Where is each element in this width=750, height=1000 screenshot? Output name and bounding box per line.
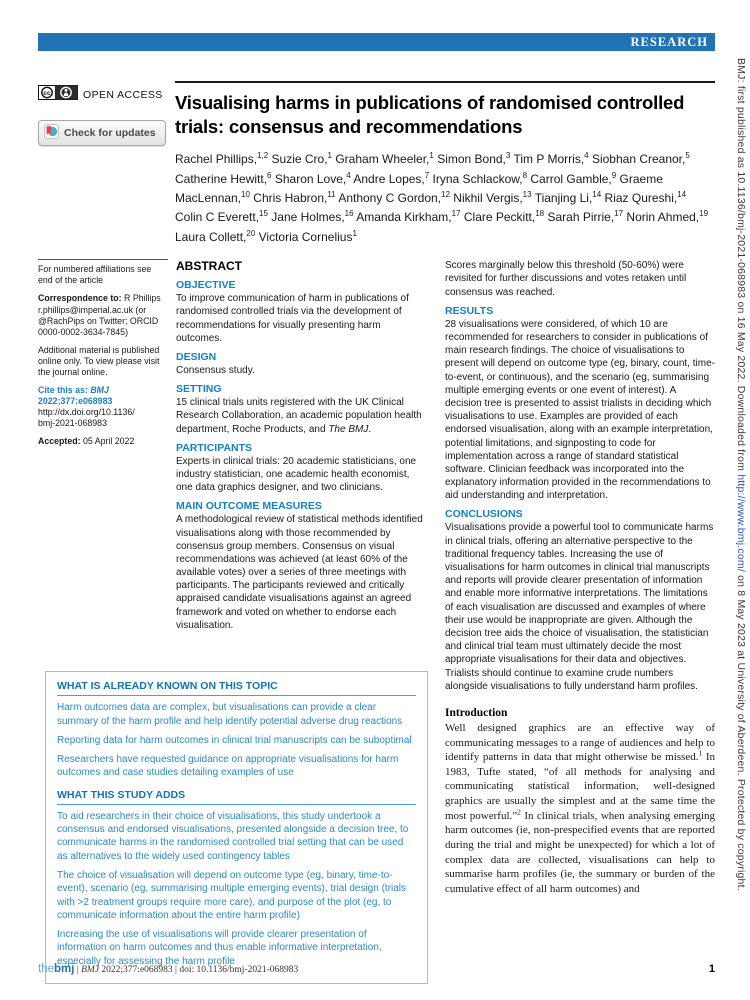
abstract-column-1 bbox=[168, 259, 428, 655]
study-adds-heading: WHAT THIS STUDY ADDS bbox=[57, 789, 416, 805]
article-page bbox=[38, 0, 715, 1000]
abstract-section-label: DESIGN bbox=[176, 351, 217, 364]
correspondence-note bbox=[38, 293, 168, 337]
key-messages-box bbox=[45, 671, 428, 984]
author: Amanda Kirkham,$^{17}$ bbox=[356, 209, 461, 225]
title-block bbox=[175, 81, 715, 247]
abstract-sections-col2 bbox=[445, 259, 715, 693]
abstract-section-text: Visualisations provide a powerful tool to communicate harms in clinical trials, offering an alternative perspective to the traditional frequency tables. Increasing the use of visualisations for harm outcomes in clinical trial manuscripts and reports will provide clearer presentation of information and enable more informative interpretations. The limitations of each visualisation are discussed and examples of where their use would be inappropriate are given. Although the decision tree aids the choice of visualisation, the statistician and clinical trial team must ultimately decide the most appropriate visualisations for their data and objectives. Trialists should continue to examine crude numbers alongside visualisations to fully understand harm profiles. bbox=[445, 522, 714, 692]
crossmark-icon bbox=[44, 124, 59, 142]
page-footer bbox=[38, 963, 715, 975]
copyright-text-1: BMJ: first published as 10.1136/bmj-2021-068983 on 16 May 2022. Downloaded from bbox=[735, 58, 747, 475]
author: Graham Wheeler,$^1$ bbox=[335, 151, 434, 167]
cite-ref: 2022;377:e068983 bbox=[38, 396, 113, 407]
abstract-section-label: PARTICIPANTS bbox=[176, 441, 253, 454]
abstract-section-text: Scores marginally below this threshold (50-60%) were revisited for further discussions and votes retaken until consensus was reached. bbox=[445, 260, 687, 298]
accepted-label: Accepted: bbox=[38, 436, 83, 447]
introduction-section bbox=[445, 707, 715, 897]
author: Sharon Love,$^4$ bbox=[274, 170, 351, 186]
author: Anthony C Gordon,$^{12}$ bbox=[338, 189, 450, 205]
open-access-row bbox=[38, 85, 175, 105]
abstract-section-label: CONCLUSIONS bbox=[445, 508, 523, 521]
content bbox=[38, 259, 715, 984]
abstract-section-text: To improve communication of harm in publications of randomised controlled trials via the development of recommendations for visually presenting harm outcomes. bbox=[176, 293, 409, 344]
author: Norin Ahmed,$^{19}$ bbox=[626, 209, 709, 225]
check-updates-label: Check for updates bbox=[64, 127, 156, 139]
abstract-section-label: SETTING bbox=[176, 383, 222, 396]
cite-label: Cite this as: bbox=[38, 384, 91, 395]
accepted-date: 05 April 2022 bbox=[82, 436, 135, 447]
author: Laura Collett,$^{20}$ bbox=[175, 228, 256, 244]
study-adds-items bbox=[57, 810, 416, 968]
key-point: Increasing the use of visualisations will provide clearer presentation of information on harm outcomes and thus enable informative interpretation, especially for assessing the harm profile bbox=[57, 929, 382, 967]
accepted-note bbox=[38, 436, 168, 447]
footer-cite-text: 2022;377:e068983 | doi: 10.1136/bmj-2021-068983 bbox=[99, 965, 299, 975]
author: Nikhil Vergis,$^{13}$ bbox=[453, 189, 532, 205]
key-point: The choice of visualisation will depend on outcome type (eg, binary, time-to-event), scenario (eg, summarising multiple emerging events), trial design (trials with >2 treatment groups require more care), and purpose of the plot (eg, to communicate information about the entire harm profile) bbox=[57, 869, 407, 921]
author: Siobhan Creanor,$^5$ bbox=[591, 151, 690, 167]
author: Jane Holmes,$^{16}$ bbox=[271, 209, 354, 225]
footer-journal: BMJ bbox=[81, 965, 100, 975]
abstract-section-text: Experts in clinical trials: 20 academic statisticians, one industry statistician, one academic health economist, one data graphics designer, and two clinicians. bbox=[176, 455, 417, 494]
correspondence-label: Correspondence to: bbox=[38, 293, 125, 304]
cite-journal: BMJ bbox=[90, 384, 109, 395]
copyright-text-2: on 8 May 2023 at University of Aberdeen. Protected by copyright. bbox=[735, 571, 747, 891]
key-point: Harm outcomes data are complex, but visualisations can provide a clear summary of the harm profile and help identify potential adverse drug reactions bbox=[57, 702, 403, 727]
author: Andre Lopes,$^7$ bbox=[353, 170, 430, 186]
intro-paragraph: Well designed graphics are an effective way of communicating messages to a range of audiences and help to identify patterns in data that might otherwise be missed.$^1$ In 1983, Tufte stated, “of all methods for analysing and communicating statistical information, well-designed graphics are usually the simplest and at the same time the most powerful.”$^2$ In clinical trials, when analysing emerging harm outcomes (ie, non-prespecified events that are reported during the trial and might be unexpected) for which a lot of complex data are collected, visualisations can help to summarise harm profiles (ie, the summary or burden of the cumulative effect of all harm outcomes) and bbox=[445, 721, 716, 895]
author: Victoria Cornelius$^1$ bbox=[258, 228, 357, 244]
author: Chris Habron,$^{11}$ bbox=[253, 189, 336, 205]
author: Catherine Hewitt,$^6$ bbox=[175, 170, 272, 186]
author-list bbox=[175, 150, 715, 247]
copyright-sidebar bbox=[735, 58, 747, 993]
abstract-section-label: MAIN OUTCOME MEASURES bbox=[176, 500, 322, 513]
cite-as-note bbox=[38, 385, 168, 429]
right-column bbox=[445, 259, 715, 984]
known-topic-heading: WHAT IS ALREADY KNOWN ON THIS TOPIC bbox=[57, 680, 416, 696]
correspondence-text: R Phillips r.phillips@imperial.ac.uk (or @RachPips on Twitter; ORCID 0000-0002-3634-7845) bbox=[38, 293, 161, 337]
additional-material-note: Additional material is published online only. To view please visit the journal online. bbox=[38, 344, 160, 377]
author: Colin C Everett,$^{15}$ bbox=[175, 209, 268, 225]
author: Tim P Morris,$^4$ bbox=[513, 151, 589, 167]
footer-citation: thebmj | BMJ 2022;377:e068983 | doi: 10.1136/bmj-2021-068983 bbox=[38, 963, 299, 975]
key-point: Reporting data for harm outcomes in clinical trial manuscripts can be suboptimal bbox=[57, 734, 412, 746]
svg-text:cc: cc bbox=[43, 90, 51, 97]
author: Iryna Schlackow,$^8$ bbox=[432, 170, 528, 186]
introduction-heading: Introduction bbox=[445, 706, 508, 719]
header bbox=[38, 81, 715, 247]
key-point: To aid researchers in their choice of visualisations, this study undertook a consensus and endorsed visualisations, presented alongside a decision tree, to communicate harms in the randomised controlled trial setting that can be used as alternatives to the widely used contingency tables bbox=[57, 810, 409, 862]
author: Sarah Pirrie,$^{17}$ bbox=[547, 209, 624, 225]
author: Carrol Gamble,$^9$ bbox=[530, 170, 617, 186]
affiliations-note: For numbered affiliations see end of the article bbox=[38, 264, 152, 286]
reference-superscript: 2 bbox=[517, 807, 521, 816]
page-number: 1 bbox=[708, 963, 715, 975]
bmj-site-link[interactable]: http://www.bmj.com/ bbox=[735, 474, 747, 572]
abstract-section-text: Consensus study. bbox=[176, 365, 255, 377]
banner-label: RESEARCH bbox=[630, 34, 708, 49]
author: Riaz Qureshi,$^{14}$ bbox=[604, 189, 687, 205]
check-for-updates-button[interactable] bbox=[38, 120, 166, 146]
abstract-heading: ABSTRACT bbox=[176, 259, 242, 274]
abstract-sections-col1 bbox=[176, 279, 428, 632]
author: Graeme MacLennan,$^{10}$ bbox=[175, 171, 663, 205]
abstract-section-label: OBJECTIVE bbox=[176, 279, 236, 292]
abstract-section-text: A methodological review of statistical methods identified visualisations along with those recommended by consensus group members. Consensus on visual recommendations was achieved (at least 60% of the available votes) over a series of three meetings with participants. The participants reviewed and critically appraised candidate visualisations against an agreed framework and voted on whether to endorse each visualisation. bbox=[176, 514, 423, 631]
research-banner bbox=[38, 33, 715, 51]
abstract-section-text: 15 clinical trials units registered with the UK Clinical Research Collaboration, an academic population health department, Roche Products, and The BMJ. bbox=[176, 397, 422, 435]
article-title: Visualising harms in publications of randomised controlled trials: consensus and recommendations bbox=[175, 92, 685, 138]
open-access-label: OPEN ACCESS bbox=[83, 89, 163, 101]
reference-superscript: 1 bbox=[698, 748, 703, 758]
author: Rachel Phillips,$^{1,2}$ bbox=[175, 151, 269, 167]
abstract-section-label: RESULTS bbox=[445, 304, 494, 317]
author: Suzie Cro,$^1$ bbox=[271, 151, 332, 167]
cc-by-license-icon[interactable] bbox=[38, 85, 78, 105]
abstract-section-text: 28 visualisations were considered, of which 10 are recommended for researchers to consider in publications of main research findings. The choice of visualisations to present will depend on outcome type (eg, binary, count, time-to-event, or continuous), and the scenario (eg, summarising multiple emerging events or one event of interest). A decision tree is presented to assist trialists in deciding which visualisations to use. Examples are provided of each endorsed visualisation, along with an example interpretation, potential limitations, and signposting to code for implementation across a range of standard statistical software. Clinician feedback was incorporated into the explanatory information provided in the recommendations to aid understanding and interpretation. bbox=[445, 318, 715, 502]
article-info-sidebar bbox=[38, 259, 168, 655]
author: Simon Bond,$^3$ bbox=[437, 151, 511, 167]
key-point: Researchers have requested guidance on appropriate visualisations for harm outcomes and case studies detailing examples of use bbox=[57, 754, 399, 779]
left-region bbox=[38, 259, 428, 984]
cite-doi-url[interactable]: http://dx.doi.org/10.1136/ bmj-2021-068983 bbox=[38, 407, 135, 429]
header-badges bbox=[38, 81, 175, 247]
author: Tianjing Li,$^{14}$ bbox=[534, 189, 602, 205]
thebmj-logo: thebmj bbox=[38, 963, 75, 975]
known-topic-items bbox=[57, 701, 416, 779]
author: Clare Peckitt,$^{18}$ bbox=[463, 209, 545, 225]
